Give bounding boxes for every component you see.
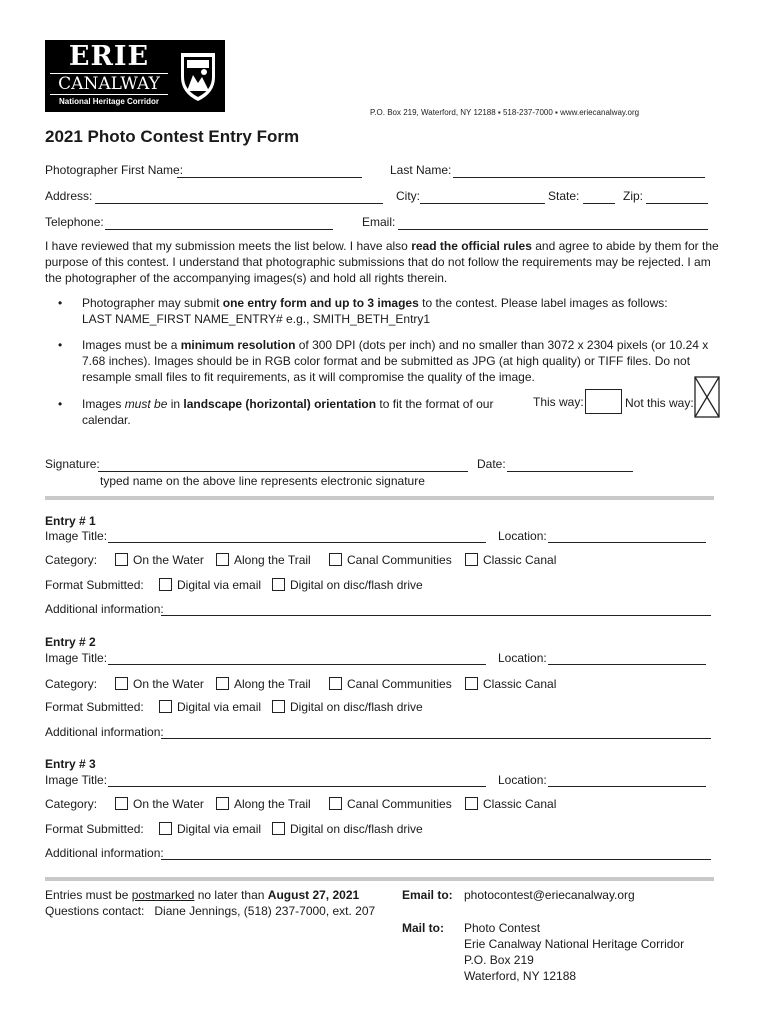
- bullet-resolution: Images must be a minimum resolution of 300 DPI (dots per inch) and no smaller than 3072 x 2304 pixels (or 10.24 x 7.68 inches). Images should be in RGB color format and be submitted as JPG (at high quality) or TIFF files. Do not resample small files to fit requirements, as it will compromise the quality of the image.: [82, 338, 709, 384]
- state-field[interactable]: [583, 203, 615, 204]
- landscape-example-box: [585, 389, 622, 414]
- entry-1-location-field[interactable]: [548, 542, 706, 543]
- bullet-orientation: Images must be in landscape (horizontal) orientation to fit the format of our calendar.: [82, 397, 494, 427]
- email-to-label: Email to:: [402, 888, 453, 902]
- entry-2-location-field[interactable]: [548, 664, 706, 665]
- entry-3-image-title-label: Image Title:: [45, 773, 108, 787]
- first-name-field[interactable]: [177, 177, 362, 178]
- logo-subtitle: National Heritage Corridor: [58, 97, 159, 106]
- entry-1-category-label: Category:: [45, 553, 98, 567]
- address-field[interactable]: [95, 203, 383, 204]
- entry-1-format-label: Format Submitted:: [45, 578, 144, 592]
- mail-address-line: P.O. Box 219: [464, 953, 534, 967]
- date-label: Date:: [477, 457, 506, 471]
- first-name-label: Photographer First Name:: [45, 163, 184, 177]
- form-title: 2021 Photo Contest Entry Form: [45, 127, 300, 146]
- entry-2-title: Entry # 2: [45, 635, 96, 649]
- nps-arrowhead-icon: [179, 49, 217, 103]
- city-label: City:: [396, 189, 420, 203]
- entry-3-format-label: Format Submitted:: [45, 822, 144, 836]
- agreement-paragraph: I have reviewed that my submission meets the list below. I have also read the official rules and agree to abide by them for the purpose of this contest. I understand that photographic submissions that do not follow the requirements may be rejected. I am the photographer of the accompanying images(s) and hold all rights therein.: [45, 239, 719, 285]
- entry-2-location-label: Location:: [498, 651, 547, 665]
- entry-3-image-title-field[interactable]: [108, 786, 486, 787]
- entry-2-additional-label: Additional information:: [45, 725, 164, 739]
- questions-contact: Questions contact: Diane Jennings, (518) 237-7000, ext. 207: [45, 904, 376, 918]
- entry-1-additional-field[interactable]: [161, 615, 711, 616]
- telephone-label: Telephone:: [45, 215, 104, 229]
- entry-1-canal-communities-checkbox[interactable]: Canal Communities: [329, 553, 452, 567]
- mail-address-line: Erie Canalway National Heritage Corridor: [464, 937, 685, 951]
- entry-1-along-the-trail-checkbox[interactable]: Along the Trail: [216, 553, 311, 567]
- entry-3-additional-field[interactable]: [161, 859, 711, 860]
- entry-1-additional-label: Additional information:: [45, 602, 164, 616]
- entry-2-additional-field[interactable]: [161, 738, 711, 739]
- entry-3-title: Entry # 3: [45, 757, 96, 771]
- entry-2-canal-communities-checkbox[interactable]: Canal Communities: [329, 677, 452, 691]
- city-field[interactable]: [420, 203, 545, 204]
- entry-3-location-field[interactable]: [548, 786, 706, 787]
- this-way-label: This way:: [533, 395, 584, 409]
- entry-3-on-the-water-checkbox[interactable]: On the Water: [115, 797, 204, 811]
- telephone-field[interactable]: [105, 229, 333, 230]
- entry-3-digital-email-checkbox[interactable]: Digital via email: [159, 822, 261, 836]
- entry-3-additional-label: Additional information:: [45, 846, 164, 860]
- entry-1-digital-email-checkbox[interactable]: Digital via email: [159, 578, 261, 592]
- email-field[interactable]: [398, 229, 708, 230]
- erie-canalway-logo: [45, 40, 225, 112]
- zip-field[interactable]: [646, 203, 708, 204]
- bullet-dot: •: [58, 397, 63, 411]
- entry-2-image-title-label: Image Title:: [45, 651, 108, 665]
- mail-address-line: Photo Contest: [464, 921, 541, 935]
- last-name-field[interactable]: [453, 177, 705, 178]
- entry-2-digital-disc-checkbox[interactable]: Digital on disc/flash drive: [272, 700, 423, 714]
- mail-to-label: Mail to:: [402, 921, 444, 935]
- date-field[interactable]: [507, 471, 633, 472]
- entry-3-digital-disc-checkbox[interactable]: Digital on disc/flash drive: [272, 822, 423, 836]
- portrait-crossed-icon: [694, 376, 720, 418]
- email-to-address[interactable]: photocontest@eriecanalway.org: [464, 888, 635, 902]
- entry-1-classic-canal-checkbox[interactable]: Classic Canal: [465, 553, 556, 567]
- entry-1-title: Entry # 1: [45, 514, 96, 528]
- entry-3-location-label: Location:: [498, 773, 547, 787]
- entry-2-on-the-water-checkbox[interactable]: On the Water: [115, 677, 204, 691]
- entry-1-image-title-field[interactable]: [108, 542, 486, 543]
- entry-3-classic-canal-checkbox[interactable]: Classic Canal: [465, 797, 556, 811]
- signature-note: typed name on the above line represents electronic signature: [100, 474, 425, 488]
- logo-erie-text: ERIE: [68, 41, 150, 72]
- header-contact-info: P.O. Box 219, Waterford, NY 12188 ▪ 518-237-7000 ▪ www.eriecanalway.org: [370, 108, 640, 117]
- last-name-label: Last Name:: [390, 163, 452, 177]
- entry-3-along-the-trail-checkbox[interactable]: Along the Trail: [216, 797, 311, 811]
- signature-label: Signature:: [45, 457, 100, 471]
- bullet-dot: •: [58, 296, 63, 310]
- entry-2-classic-canal-checkbox[interactable]: Classic Canal: [465, 677, 556, 691]
- entry-3-category-label: Category:: [45, 797, 98, 811]
- entry-1-image-title-label: Image Title:: [45, 529, 108, 543]
- bullet-dot: •: [58, 338, 63, 352]
- signature-field[interactable]: [98, 471, 468, 472]
- address-label: Address:: [45, 189, 93, 203]
- bullet-entry-limit: Photographer may submit one entry form and up to 3 images to the contest. Please label images as follows: LAST NAME_FIRST NAME_ENTRY# e.g., SMITH_BETH_Entry1: [82, 296, 668, 326]
- entry-2-format-label: Format Submitted:: [45, 700, 144, 714]
- entry-2-image-title-field[interactable]: [108, 664, 486, 665]
- logo-canalway-text: CANALWAY: [50, 73, 168, 95]
- section-divider: [45, 496, 714, 500]
- deadline-text: Entries must be postmarked no later than August 27, 2021: [45, 888, 360, 902]
- entry-3-canal-communities-checkbox[interactable]: Canal Communities: [329, 797, 452, 811]
- section-divider: [45, 877, 714, 881]
- zip-label: Zip:: [623, 189, 644, 203]
- entry-1-digital-disc-checkbox[interactable]: Digital on disc/flash drive: [272, 578, 423, 592]
- entry-2-along-the-trail-checkbox[interactable]: Along the Trail: [216, 677, 311, 691]
- entry-2-category-label: Category:: [45, 677, 98, 691]
- entry-2-digital-email-checkbox[interactable]: Digital via email: [159, 700, 261, 714]
- email-label: Email:: [362, 215, 396, 229]
- state-label: State:: [548, 189, 580, 203]
- not-this-way-label: Not this way:: [625, 396, 694, 410]
- entry-1-location-label: Location:: [498, 529, 547, 543]
- mail-address-line: Waterford, NY 12188: [464, 969, 577, 983]
- entry-1-on-the-water-checkbox[interactable]: On the Water: [115, 553, 204, 567]
